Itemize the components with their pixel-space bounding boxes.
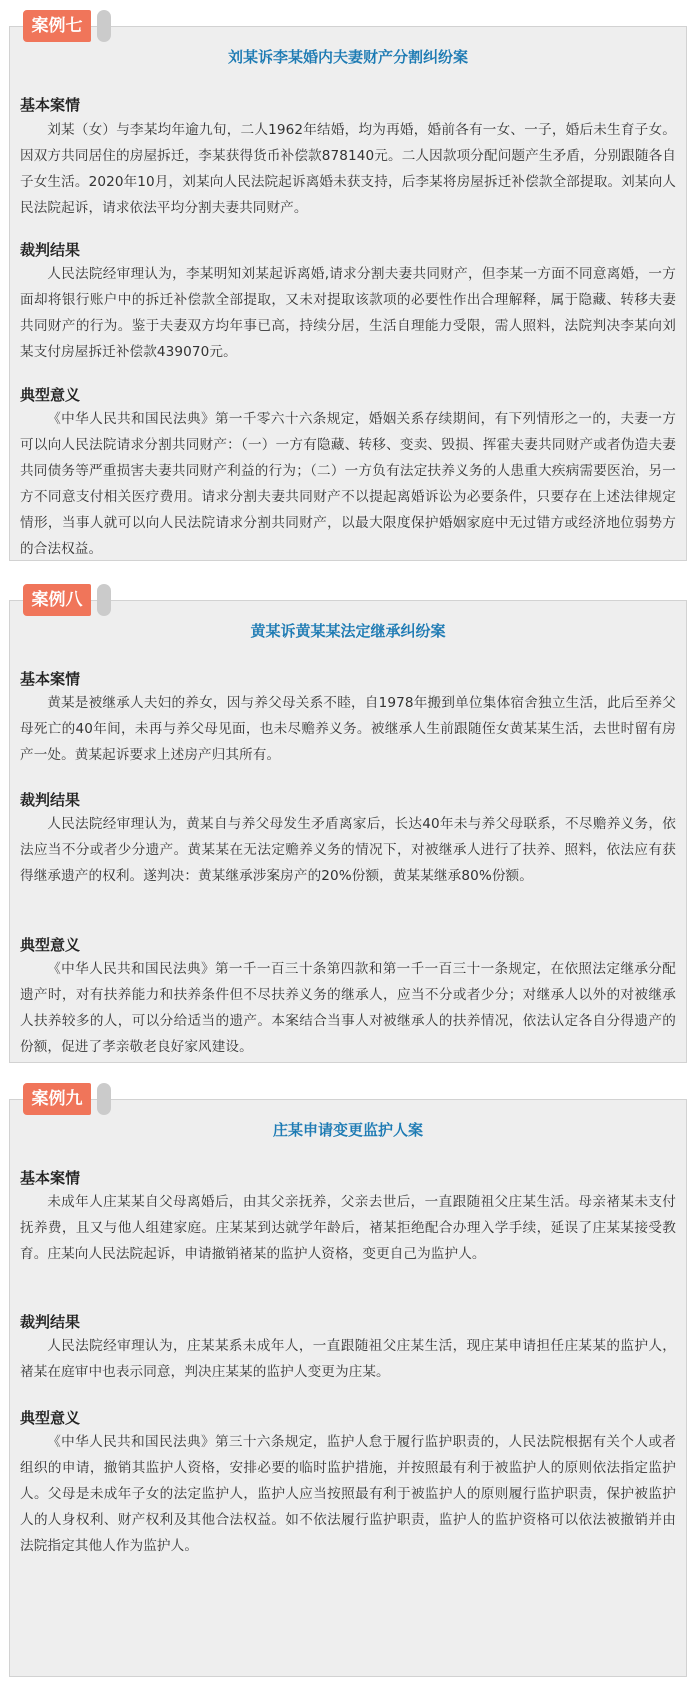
tag-decoration [97,1083,111,1115]
significance-heading: 典型意义 [20,386,81,404]
verdict-heading: 裁判结果 [20,241,81,259]
case-title: 庄某申请变更监护人案 [272,1121,423,1139]
case-label: 案例九 [23,1083,91,1115]
basic-facts-heading: 基本案情 [20,96,81,114]
significance-text: 《中华人民共和国民法典》第一千一百三十条第四款和第一千一百三十一条规定，在依照法定继承分配遗产时，对有扶养能力和扶养条件但不尽扶养义务的继承人，应当不分或者少分；对继承人以外的对被继承人扶养较多的人，可以分给适当的遗产。本案结合当事人对被继承人的扶养情况，依法认定各自分得遗产的份额，促进了孝亲敬老良好家风建设。 [20,961,676,1055]
basic-facts-heading: 基本案情 [20,670,81,688]
significance-text: 《中华人民共和国民法典》第一千零六十六条规定，婚姻关系存续期间，有下列情形之一的，夫妻一方可以向人民法院请求分割共同财产：（一）一方有隐藏、转移、变卖、毁损、挥霍夫妻共同财产或者伪造夫妻共同债务等严重损害夫妻共同财产利益的行为；（二）一方负有法定扶养义务的人患重大疾病需要医治，另一方不同意支付相关医疗费用。请求分割夫妻共同财产不以提起离婚诉讼为必要条件，只要存在上述法律规定情形，当事人就可以向人民法院请求分割共同财产，以最大限度保护婚姻家庭中无过错方或经济地位弱势方的合法权益。 [20,411,676,557]
case-label: 案例七 [23,10,91,42]
significance-heading: 典型意义 [20,936,81,954]
tag-decoration [97,10,111,42]
basic-facts-text: 黄某是被继承人夫妇的养女，因与养父母关系不睦，自1978年搬到单位集体宿舍独立生活，此后至养父母死亡的40年间，未再与养父母见面，也未尽赡养义务。被继承人生前跟随侄女黄某某生活，去世时留有房产一处。黄某起诉要求上述房产归其所有。 [20,695,676,763]
case-title: 刘某诉李某婚内夫妻财产分割纠纷案 [227,48,468,66]
significance-text: 《中华人民共和国民法典》第三十六条规定，监护人怠于履行监护职责的，人民法院根据有关个人或者组织的申请，撤销其监护人资格，安排必要的临时监护措施，并按照最有利于被监护人的原则依法指定监护人。父母是未成年子女的法定监护人，监护人应当按照最有利于被监护人的原则履行监护职责，保护被监护人的人身权利、财产权利及其他合法权益。如不依法履行监护职责，监护人的监护资格可以依法被撤销并由法院指定其他人作为监护人。 [20,1434,676,1554]
verdict-heading: 裁判结果 [20,791,81,809]
verdict-text: 人民法院经审理认为，黄某自与养父母发生矛盾离家后，长达40年未与养父母联系，不尽赡养义务，依法应当不分或者少分遗产。黄某某在无法定赡养义务的情况下，对被继承人进行了扶养、照料，依法应有获得继承遗产的权利。遂判决：黄某继承涉案房产的20%份额，黄某某继承80%份额。 [20,816,676,884]
case-title: 黄某诉黄某某法定继承纠纷案 [250,622,446,640]
case-card-8 [9,600,687,1063]
basic-facts-text: 刘某（女）与李某均年逾九旬，二人1962年结婚，均为再婚，婚前各有一女、一子，婚后未生育子女。因双方共同居住的房屋拆迁，李某获得货币补偿款878140元。二人因款项分配问题产生矛盾，分别跟随各自子女生活。2020年10月，刘某向人民法院起诉离婚未获支持，后李某将房屋拆迁补偿款全部提取。刘某向人民法院起诉，请求依法平均分割夫妻共同财产。 [20,122,676,216]
verdict-text: 人民法院经审理认为，庄某某系未成年人，一直跟随祖父庄某生活，现庄某申请担任庄某某的监护人，禇某在庭审中也表示同意，判决庄某某的监护人变更为庄某。 [20,1338,676,1380]
case-label: 案例八 [23,584,91,616]
verdict-text: 人民法院经审理认为，李某明知刘某起诉离婚,请求分割夫妻共同财产，但李某一方面不同意离婚，一方面却将银行账户中的拆迁补偿款全部提取，又未对提取该款项的必要性作出合理解释，属于隐藏、转移夫妻共同财产的行为。鉴于夫妻双方均年事已高，持续分居，生活自理能力受限，需人照料，法院判决李某向刘某支付房屋拆迁补偿款439070元。 [20,266,676,360]
tag-decoration [97,584,111,616]
case-card-7 [9,26,687,561]
case-card-9 [9,1099,687,1677]
basic-facts-heading: 基本案情 [20,1169,81,1187]
verdict-heading: 裁判结果 [20,1313,81,1331]
basic-facts-text: 未成年人庄某某自父母离婚后，由其父亲抚养，父亲去世后，一直跟随祖父庄某生活。母亲禇某未支付抚养费，且又与他人组建家庭。庄某某到达就学年龄后，禇某拒绝配合办理入学手续，延误了庄某某接受教育。庄某向人民法院起诉，申请撤销禇某的监护人资格，变更自己为监护人。 [20,1194,676,1262]
significance-heading: 典型意义 [20,1409,81,1427]
